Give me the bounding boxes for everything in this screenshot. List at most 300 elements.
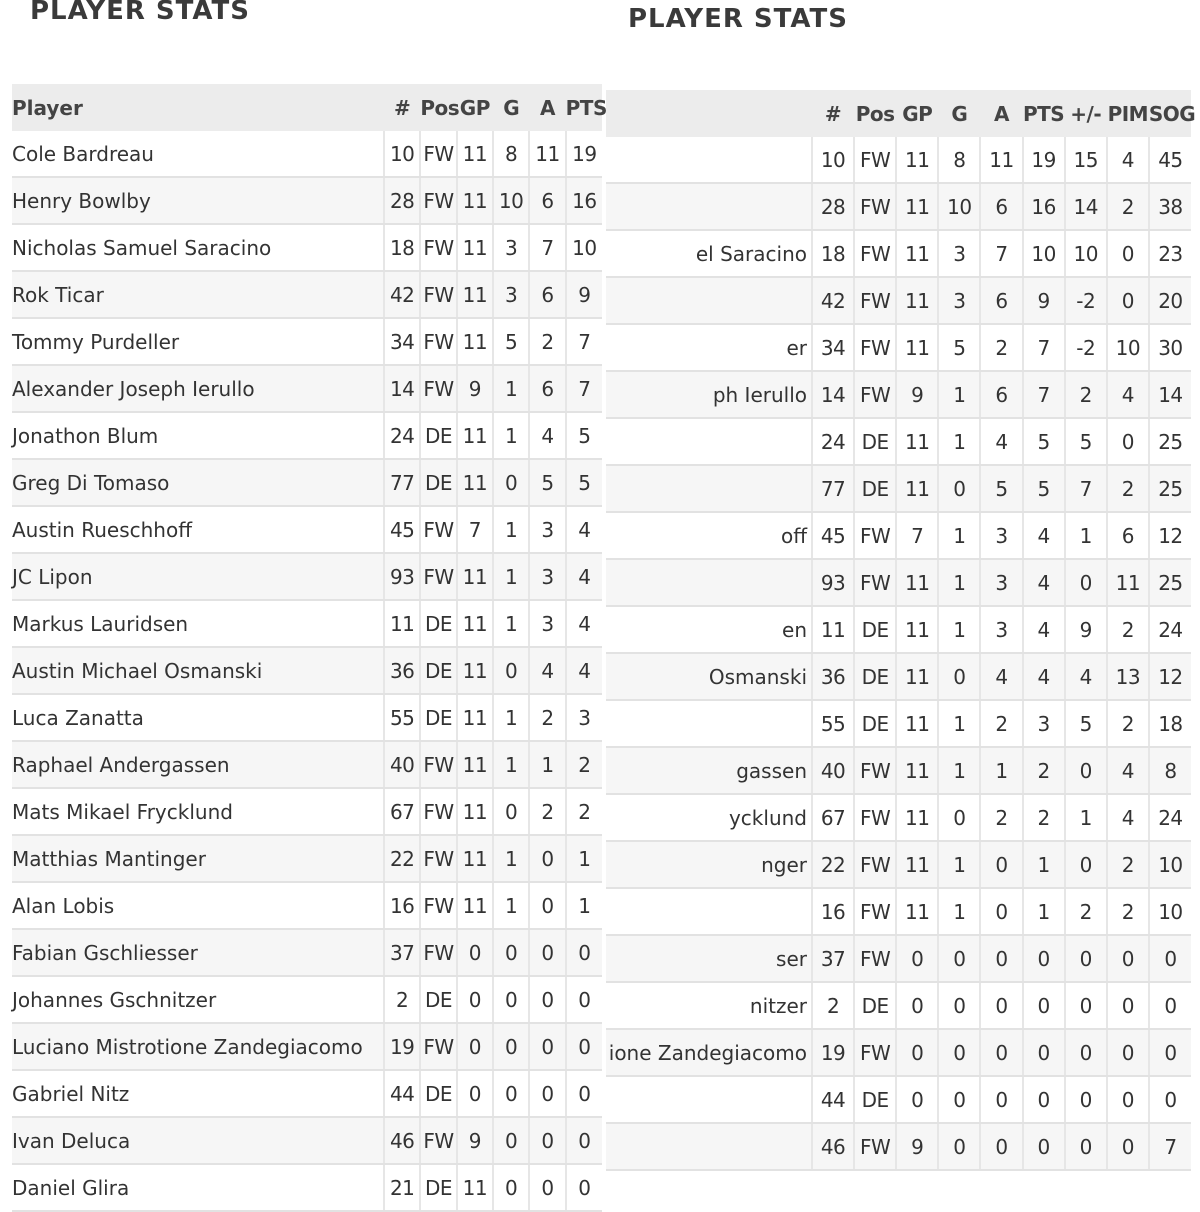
assists-cell: 4: [980, 418, 1022, 465]
points-column-header[interactable]: PTS: [565, 95, 607, 120]
player-cell: [606, 559, 812, 606]
table-row: [606, 465, 1191, 512]
penalty-minutes-cell: 4: [1107, 747, 1149, 794]
number-cell: 42: [384, 271, 420, 318]
penalty-minutes-cell: 0: [1107, 1123, 1149, 1170]
position-cell: DE: [854, 700, 896, 747]
goals-cell: 10: [493, 177, 529, 224]
table-row: [606, 888, 1191, 935]
points-cell: 7: [566, 365, 602, 412]
plus-minus-column-header[interactable]: +/-: [1070, 101, 1102, 126]
number-cell: 46: [384, 1117, 420, 1164]
points-cell: 2: [566, 741, 602, 788]
goals-cell: 0: [938, 465, 980, 512]
player-cell: Austin Rueschhoff: [12, 506, 384, 553]
games-played-cell: 11: [896, 277, 938, 324]
plus-minus-cell: 0: [1065, 559, 1107, 606]
position-cell: DE: [420, 412, 456, 459]
number-cell: 18: [384, 224, 420, 271]
goals-cell: 0: [493, 459, 529, 506]
assists-cell: 0: [980, 935, 1022, 982]
assists-cell: 5: [980, 465, 1022, 512]
table-row: [606, 418, 1191, 465]
penalty-minutes-cell: 4: [1107, 371, 1149, 418]
table-row: [12, 788, 602, 835]
plus-minus-cell: -2: [1065, 277, 1107, 324]
assists-cell: 1: [980, 747, 1022, 794]
games-played-cell: 11: [896, 841, 938, 888]
player-cell: Mats Mikael Frycklund: [12, 788, 384, 835]
player-cell: [606, 888, 812, 935]
games-played-cell: 11: [896, 794, 938, 841]
penalty-minutes-cell: 0: [1107, 982, 1149, 1029]
points-cell: 4: [566, 506, 602, 553]
assists-cell: 0: [529, 882, 565, 929]
number-cell: 34: [384, 318, 420, 365]
assists-cell: 6: [980, 277, 1022, 324]
assists-cell: 0: [529, 1117, 565, 1164]
player-cell: Greg Di Tomaso: [12, 459, 384, 506]
games-played-cell: 11: [457, 412, 493, 459]
assists-cell: 3: [529, 506, 565, 553]
position-cell: DE: [854, 1076, 896, 1123]
points-cell: 19: [1023, 137, 1065, 183]
assists-cell: 0: [980, 1123, 1022, 1170]
assists-cell: 4: [529, 647, 565, 694]
games-played-cell: 11: [457, 224, 493, 271]
games-played-cell: 0: [896, 1076, 938, 1123]
games-played-cell: 11: [896, 137, 938, 183]
page-title: PLAYER STATS: [628, 4, 848, 34]
player-cell: nitzer: [606, 982, 812, 1029]
position-cell: FW: [420, 177, 456, 224]
points-cell: 3: [566, 694, 602, 741]
position-cell: FW: [420, 741, 456, 788]
number-column-header[interactable]: #: [394, 95, 411, 120]
assists-cell: 2: [980, 700, 1022, 747]
assists-column-header[interactable]: A: [539, 95, 555, 120]
penalty-minutes-cell: 4: [1107, 794, 1149, 841]
assists-cell: 6: [529, 177, 565, 224]
assists-cell: 0: [529, 1023, 565, 1070]
plus-minus-cell: 0: [1065, 935, 1107, 982]
points-cell: 9: [1023, 277, 1065, 324]
games-played-cell: 11: [457, 788, 493, 835]
table-row: [12, 929, 602, 976]
points-cell: 0: [1023, 982, 1065, 1029]
position-cell: FW: [420, 224, 456, 271]
assists-cell: 7: [980, 230, 1022, 277]
goals-cell: 3: [493, 271, 529, 318]
games-played-cell: 0: [457, 929, 493, 976]
assists-cell: 0: [980, 888, 1022, 935]
assists-column-header[interactable]: A: [994, 101, 1009, 126]
position-cell: FW: [420, 131, 456, 177]
position-cell: DE: [854, 982, 896, 1029]
player-cell: Alexander Joseph Ierullo: [12, 365, 384, 412]
games-played-cell: 11: [896, 606, 938, 653]
table-row: [12, 318, 602, 365]
shots-on-goal-cell: 7: [1149, 1123, 1191, 1170]
goals-column-header[interactable]: G: [503, 95, 520, 120]
player-cell: Daniel Glira: [12, 1164, 384, 1211]
number-cell: 67: [812, 794, 854, 841]
games-played-cell: 11: [457, 882, 493, 929]
games-played-cell: 11: [896, 700, 938, 747]
number-cell: 45: [384, 506, 420, 553]
position-cell: DE: [854, 418, 896, 465]
goals-cell: 0: [938, 794, 980, 841]
number-cell: 14: [384, 365, 420, 412]
position-column-header[interactable]: Pos: [420, 95, 460, 120]
position-cell: FW: [854, 888, 896, 935]
goals-cell: 0: [493, 976, 529, 1023]
plus-minus-cell: 15: [1065, 137, 1107, 183]
shots-on-goal-cell: 0: [1149, 935, 1191, 982]
shots-on-goal-cell: 12: [1149, 653, 1191, 700]
player-cell: Alan Lobis: [12, 882, 384, 929]
number-cell: 19: [812, 1029, 854, 1076]
points-cell: 16: [1023, 183, 1065, 230]
penalty-minutes-cell: 2: [1107, 606, 1149, 653]
table-header-row: [12, 84, 602, 131]
number-cell: 77: [812, 465, 854, 512]
penalty-minutes-cell: 2: [1107, 700, 1149, 747]
shots-on-goal-cell: 10: [1149, 841, 1191, 888]
penalty-minutes-cell: 0: [1107, 1029, 1149, 1076]
number-cell: 37: [812, 935, 854, 982]
table-row: [12, 459, 602, 506]
goals-cell: 1: [938, 747, 980, 794]
points-cell: 19: [566, 131, 602, 177]
penalty-minutes-cell: 2: [1107, 888, 1149, 935]
player-cell: [606, 137, 812, 183]
points-column-header[interactable]: PTS: [1022, 101, 1065, 126]
goals-cell: 1: [938, 606, 980, 653]
shots-on-goal-cell: 24: [1149, 794, 1191, 841]
plus-minus-cell: 5: [1065, 418, 1107, 465]
goals-column-header[interactable]: G: [951, 101, 968, 126]
table-row: [12, 506, 602, 553]
player-cell: ser: [606, 935, 812, 982]
points-cell: 0: [1023, 935, 1065, 982]
number-cell: 11: [812, 606, 854, 653]
assists-cell: 4: [980, 653, 1022, 700]
goals-cell: 0: [938, 935, 980, 982]
penalty-minutes-column-header[interactable]: PIM: [1107, 101, 1149, 126]
position-cell: FW: [854, 841, 896, 888]
assists-cell: 1: [529, 741, 565, 788]
player-cell: [606, 1076, 812, 1123]
player-cell: Gabriel Nitz: [12, 1070, 384, 1117]
goals-cell: 0: [938, 982, 980, 1029]
player-cell: Markus Lauridsen: [12, 600, 384, 647]
shots-on-goal-cell: 25: [1149, 465, 1191, 512]
games-played-cell: 11: [896, 888, 938, 935]
assists-cell: 2: [529, 788, 565, 835]
points-cell: 1: [566, 882, 602, 929]
table-row: [12, 365, 602, 412]
games-played-column-header[interactable]: GP: [902, 101, 933, 126]
position-cell: DE: [420, 1070, 456, 1117]
number-cell: 28: [384, 177, 420, 224]
position-cell: FW: [420, 835, 456, 882]
table-row: [12, 224, 602, 271]
goals-cell: 1: [493, 835, 529, 882]
position-cell: FW: [420, 506, 456, 553]
games-played-cell: 9: [457, 1117, 493, 1164]
assists-cell: 0: [980, 982, 1022, 1029]
games-played-cell: 11: [457, 459, 493, 506]
assists-cell: 11: [529, 131, 565, 177]
games-played-cell: 0: [896, 1029, 938, 1076]
goals-cell: 1: [938, 371, 980, 418]
games-played-cell: 0: [457, 1023, 493, 1070]
games-played-cell: 11: [896, 324, 938, 371]
plus-minus-cell: 0: [1065, 1076, 1107, 1123]
player-cell: Osmanski: [606, 653, 812, 700]
assists-cell: 0: [980, 1029, 1022, 1076]
goals-cell: 1: [493, 600, 529, 647]
games-played-cell: 0: [896, 935, 938, 982]
penalty-minutes-cell: 0: [1107, 418, 1149, 465]
number-cell: 2: [384, 976, 420, 1023]
assists-cell: 3: [980, 512, 1022, 559]
assists-cell: 6: [529, 365, 565, 412]
plus-minus-cell: 7: [1065, 465, 1107, 512]
games-played-cell: 9: [896, 371, 938, 418]
position-cell: FW: [854, 512, 896, 559]
table-row: [12, 835, 602, 882]
points-cell: 0: [1023, 1076, 1065, 1123]
position-cell: FW: [854, 747, 896, 794]
assists-cell: 2: [980, 794, 1022, 841]
points-cell: 1: [1023, 888, 1065, 935]
number-cell: 46: [812, 1123, 854, 1170]
plus-minus-cell: 14: [1065, 183, 1107, 230]
goals-cell: 8: [938, 137, 980, 183]
table-row: [606, 606, 1191, 653]
assists-cell: 0: [529, 835, 565, 882]
games-played-cell: 11: [457, 694, 493, 741]
assists-cell: 0: [980, 1076, 1022, 1123]
points-cell: 4: [566, 553, 602, 600]
games-played-column-header[interactable]: GP: [459, 95, 490, 120]
number-cell: 24: [812, 418, 854, 465]
games-played-cell: 11: [457, 177, 493, 224]
position-cell: FW: [854, 794, 896, 841]
plus-minus-cell: 1: [1065, 512, 1107, 559]
position-cell: FW: [420, 1117, 456, 1164]
table-row: [12, 976, 602, 1023]
goals-cell: 3: [493, 224, 529, 271]
assists-cell: 0: [980, 841, 1022, 888]
assists-cell: 0: [529, 1070, 565, 1117]
goals-cell: 1: [938, 512, 980, 559]
position-cell: FW: [854, 1029, 896, 1076]
shots-on-goal-cell: 18: [1149, 700, 1191, 747]
points-cell: 5: [566, 459, 602, 506]
table-row: [12, 694, 602, 741]
points-cell: 10: [1023, 230, 1065, 277]
position-cell: FW: [854, 324, 896, 371]
shots-on-goal-column-header[interactable]: SOG: [1148, 101, 1196, 126]
player-cell: Henry Bowlby: [12, 177, 384, 224]
table-row: [606, 183, 1191, 230]
penalty-minutes-cell: 0: [1107, 935, 1149, 982]
position-column-header[interactable]: Pos: [855, 101, 895, 126]
table-row: [12, 647, 602, 694]
plus-minus-cell: 5: [1065, 700, 1107, 747]
player-cell: Fabian Gschliesser: [12, 929, 384, 976]
plus-minus-cell: 0: [1065, 982, 1107, 1029]
shots-on-goal-cell: 14: [1149, 371, 1191, 418]
points-cell: 16: [566, 177, 602, 224]
points-cell: 0: [566, 929, 602, 976]
number-cell: 67: [384, 788, 420, 835]
table-row: [606, 559, 1191, 606]
goals-cell: 0: [938, 1029, 980, 1076]
plus-minus-cell: 0: [1065, 1123, 1107, 1170]
number-column-header[interactable]: #: [824, 101, 842, 126]
plus-minus-cell: 1: [1065, 794, 1107, 841]
number-cell: 11: [384, 600, 420, 647]
position-cell: FW: [420, 882, 456, 929]
goals-cell: 5: [493, 318, 529, 365]
games-played-cell: 11: [896, 653, 938, 700]
games-played-cell: 0: [896, 982, 938, 1029]
player-cell: off: [606, 512, 812, 559]
table-row: [12, 1070, 602, 1117]
penalty-minutes-cell: 11: [1107, 559, 1149, 606]
games-played-cell: 11: [457, 318, 493, 365]
player-cell: el Saracino: [606, 230, 812, 277]
points-cell: 0: [566, 1070, 602, 1117]
points-cell: 9: [566, 271, 602, 318]
table-row: [12, 412, 602, 459]
table-row: [606, 1123, 1191, 1170]
player-stats-table: [12, 84, 607, 1212]
number-cell: 42: [812, 277, 854, 324]
goals-cell: 0: [493, 1164, 529, 1211]
player-cell: Austin Michael Osmanski: [12, 647, 384, 694]
player-cell: [606, 277, 812, 324]
number-cell: 77: [384, 459, 420, 506]
plus-minus-cell: 0: [1065, 1029, 1107, 1076]
plus-minus-cell: 0: [1065, 841, 1107, 888]
points-cell: 1: [566, 835, 602, 882]
shots-on-goal-cell: 12: [1149, 512, 1191, 559]
games-played-cell: 7: [457, 506, 493, 553]
goals-cell: 0: [493, 788, 529, 835]
games-played-cell: 11: [457, 131, 493, 177]
position-cell: FW: [854, 277, 896, 324]
plus-minus-cell: 10: [1065, 230, 1107, 277]
assists-cell: 6: [529, 271, 565, 318]
position-cell: FW: [420, 1023, 456, 1070]
points-cell: 2: [1023, 794, 1065, 841]
number-cell: 14: [812, 371, 854, 418]
table-row: [606, 700, 1191, 747]
points-cell: 5: [1023, 465, 1065, 512]
goals-cell: 0: [493, 647, 529, 694]
shots-on-goal-cell: 45: [1149, 137, 1191, 183]
penalty-minutes-cell: 0: [1107, 1076, 1149, 1123]
number-cell: 44: [812, 1076, 854, 1123]
goals-cell: 8: [493, 131, 529, 177]
goals-cell: 1: [493, 741, 529, 788]
table-row: [606, 371, 1191, 418]
goals-cell: 1: [493, 412, 529, 459]
shots-on-goal-cell: 30: [1149, 324, 1191, 371]
number-cell: 34: [812, 324, 854, 371]
player-column-header[interactable]: [606, 90, 812, 137]
goals-cell: 1: [493, 506, 529, 553]
points-cell: 4: [1023, 559, 1065, 606]
number-cell: 18: [812, 230, 854, 277]
position-cell: DE: [854, 606, 896, 653]
number-cell: 93: [384, 553, 420, 600]
page-title: PLAYER STATS: [30, 0, 250, 26]
table-row: [606, 841, 1191, 888]
games-played-cell: 11: [457, 647, 493, 694]
games-played-cell: 11: [457, 271, 493, 318]
goals-cell: 1: [493, 553, 529, 600]
number-cell: 37: [384, 929, 420, 976]
games-played-cell: 11: [896, 465, 938, 512]
position-cell: FW: [420, 318, 456, 365]
player-cell: Raphael Andergassen: [12, 741, 384, 788]
shots-on-goal-cell: 0: [1149, 982, 1191, 1029]
points-cell: 1: [1023, 841, 1065, 888]
goals-cell: 1: [938, 418, 980, 465]
assists-cell: 5: [529, 459, 565, 506]
assists-cell: 4: [529, 412, 565, 459]
player-cell: ione Zandegiacomo: [606, 1029, 812, 1076]
position-cell: DE: [420, 1164, 456, 1211]
table-row: [606, 747, 1191, 794]
assists-cell: 3: [980, 559, 1022, 606]
table-row: [12, 177, 602, 224]
goals-cell: 5: [938, 324, 980, 371]
shots-on-goal-cell: 8: [1149, 747, 1191, 794]
shots-on-goal-cell: 25: [1149, 559, 1191, 606]
number-cell: 21: [384, 1164, 420, 1211]
goals-cell: 1: [938, 559, 980, 606]
position-cell: FW: [854, 1123, 896, 1170]
position-cell: DE: [854, 653, 896, 700]
number-cell: 93: [812, 559, 854, 606]
assists-cell: 6: [980, 183, 1022, 230]
games-played-cell: 9: [457, 365, 493, 412]
number-cell: 36: [812, 653, 854, 700]
number-cell: 45: [812, 512, 854, 559]
number-cell: 55: [384, 694, 420, 741]
player-cell: gassen: [606, 747, 812, 794]
games-played-cell: 11: [457, 1164, 493, 1211]
player-column-header[interactable]: Player: [12, 95, 83, 120]
position-cell: DE: [420, 600, 456, 647]
points-cell: 0: [1023, 1029, 1065, 1076]
plus-minus-cell: 2: [1065, 888, 1107, 935]
points-cell: 10: [566, 224, 602, 271]
position-cell: FW: [420, 788, 456, 835]
penalty-minutes-cell: 0: [1107, 277, 1149, 324]
player-cell: nger: [606, 841, 812, 888]
points-cell: 4: [566, 647, 602, 694]
position-cell: FW: [420, 271, 456, 318]
position-cell: FW: [854, 371, 896, 418]
